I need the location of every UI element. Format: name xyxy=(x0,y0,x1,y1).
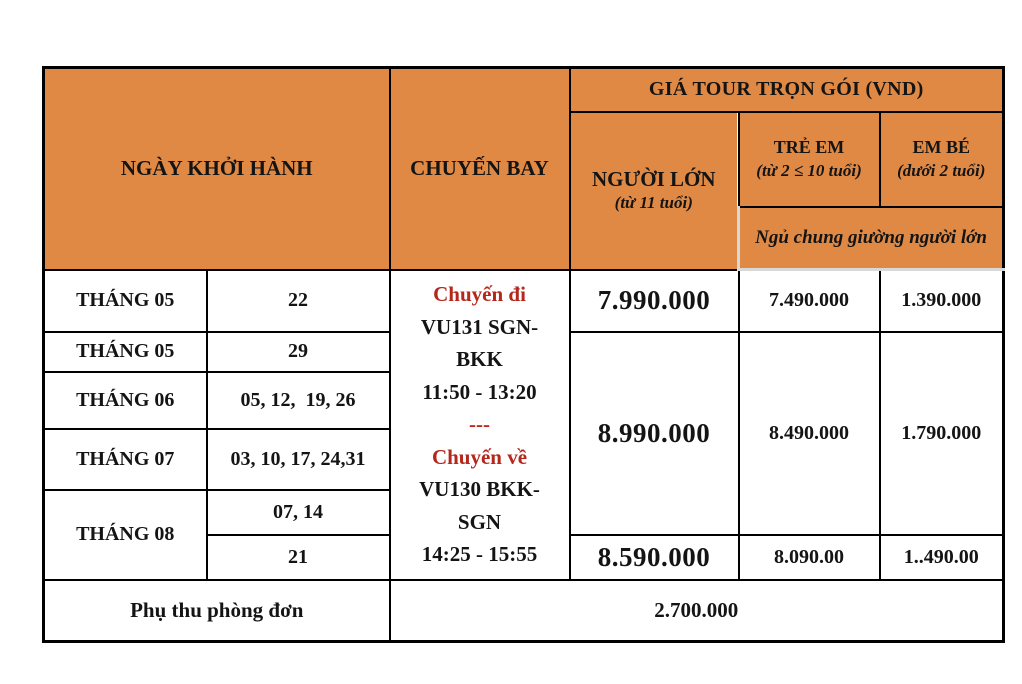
flight-return-code: VU130 BKK-SGN xyxy=(419,477,540,534)
header-adult-subtitle: (từ 11 tuổi) xyxy=(614,193,693,213)
header-adult xyxy=(570,112,739,270)
flight-info-cell xyxy=(390,270,570,580)
header-row-1 xyxy=(44,68,1004,112)
header-infant xyxy=(880,112,1004,207)
infant-price-cell: 1.390.000 xyxy=(880,270,1004,332)
month-cell: THÁNG 06 xyxy=(44,372,207,429)
header-child-title: TRẺ EM xyxy=(773,136,845,157)
header-price-group: GIÁ TOUR TRỌN GÓI (VND) xyxy=(570,68,1004,112)
child-price-cell: 8.090.00 xyxy=(739,535,880,580)
flight-depart-label: Chuyến đi xyxy=(433,282,526,307)
flight-separator: --- xyxy=(469,412,490,437)
flight-return-label: Chuyến về xyxy=(431,444,528,469)
days-cell: 07, 14 xyxy=(207,490,390,535)
tour-price-table xyxy=(42,66,1005,643)
month-cell: THÁNG 07 xyxy=(44,429,207,490)
header-infant-subtitle: (dưới 2 tuổi) xyxy=(897,160,986,180)
header-infant-title: EM BÉ xyxy=(912,136,971,157)
days-cell: 05, 12, 19, 26 xyxy=(207,372,390,429)
days-cell: 21 xyxy=(207,535,390,580)
days-cell: 03, 10, 17, 24,31 xyxy=(207,429,390,490)
month-cell: THÁNG 05 xyxy=(44,270,207,332)
days-cell: 22 xyxy=(207,270,390,332)
adult-price-cell: 7.990.000 xyxy=(570,270,739,332)
header-child-subtitle: (từ 2 ≤ 10 tuổi) xyxy=(756,160,862,180)
surcharge-value: 2.700.000 xyxy=(390,580,1004,642)
child-price-cell: 7.490.000 xyxy=(739,270,880,332)
flight-info xyxy=(404,278,556,571)
header-child xyxy=(739,112,880,207)
schedule-row-1 xyxy=(44,270,1004,332)
shared-bed-note-text: Ngủ chung giường người lớn xyxy=(755,226,987,248)
infant-price-cell: 1.790.000 xyxy=(880,332,1004,535)
surcharge-label: Phụ thu phòng đơn xyxy=(44,580,390,642)
adult-price-cell: 8.590.000 xyxy=(570,535,739,580)
tour-price-table-wrap xyxy=(42,66,1005,643)
month-cell: THÁNG 05 xyxy=(44,332,207,372)
infant-price-cell: 1..490.00 xyxy=(880,535,1004,580)
header-flight: CHUYẾN BAY xyxy=(390,68,570,270)
flight-depart-time: 11:50 - 13:20 xyxy=(422,379,537,404)
adult-price-cell: 8.990.000 xyxy=(570,332,739,535)
days-cell: 29 xyxy=(207,332,390,372)
surcharge-row xyxy=(44,580,1004,642)
flight-depart-code: VU131 SGN-BKK xyxy=(420,314,539,372)
header-shared-bed-note xyxy=(739,207,1004,270)
header-adult-title: NGƯỜI LỚN xyxy=(592,167,716,192)
child-price-cell: 8.490.000 xyxy=(739,332,880,535)
month-cell: THÁNG 08 xyxy=(44,490,207,580)
flight-return-time: 14:25 - 15:55 xyxy=(421,542,538,567)
header-departure: NGÀY KHỞI HÀNH xyxy=(44,68,390,270)
